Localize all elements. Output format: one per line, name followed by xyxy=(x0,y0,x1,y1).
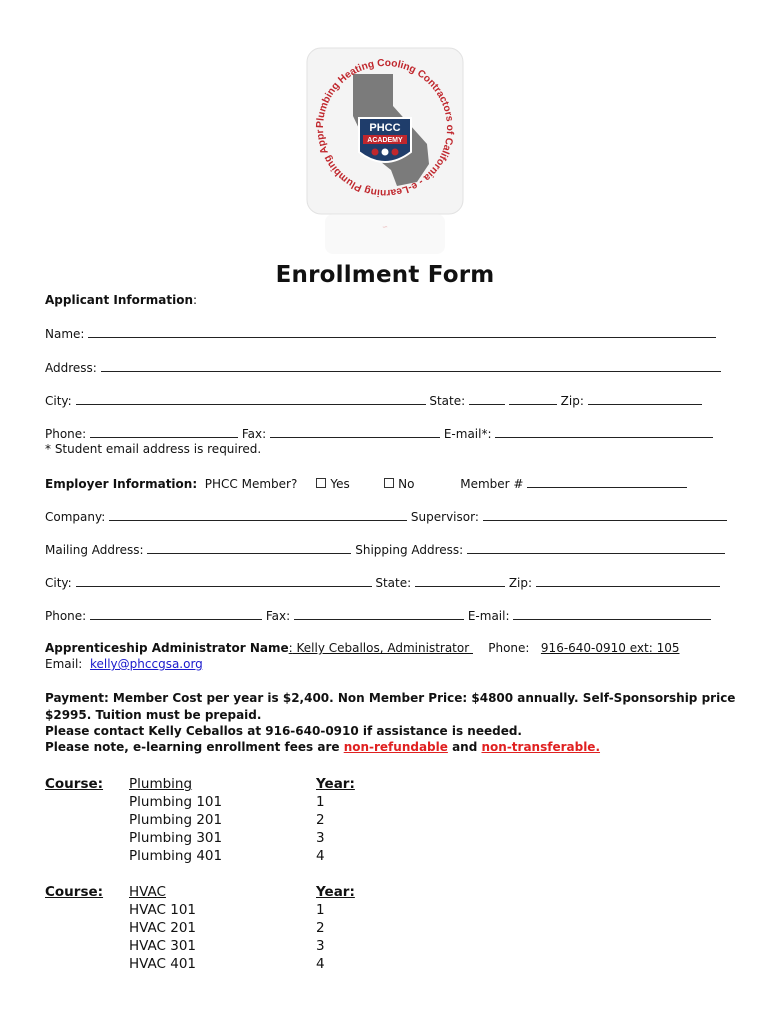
phcc-academy-logo xyxy=(305,46,465,216)
year-value: 3 xyxy=(316,938,325,954)
payment-line-1: Payment: Member Cost per year is $2,400. Non Member Price: $4800 annually. Self-Sponsorship price xyxy=(45,691,736,705)
employer-fax-field[interactable] xyxy=(294,608,464,620)
employer-state-field[interactable] xyxy=(415,575,505,587)
city-field[interactable] xyxy=(76,393,426,405)
address-row: Address: xyxy=(45,360,721,375)
company-field[interactable] xyxy=(109,509,407,521)
course-item[interactable]: HVAC 101 xyxy=(129,902,197,918)
city-state-zip-row: City: State: Zip: xyxy=(45,393,702,408)
state-field[interactable] xyxy=(469,393,505,405)
logo-reflection xyxy=(305,214,465,264)
fax-field[interactable] xyxy=(270,426,440,438)
svg-text:PHCC: PHCC xyxy=(369,122,401,134)
email-field[interactable] xyxy=(495,426,713,438)
course-label-plumbing: Course: xyxy=(45,776,104,792)
employer-phone-field[interactable] xyxy=(90,608,262,620)
administrator-email-row: Email: kelly@phccgsa.org xyxy=(45,657,203,671)
administrator-email-link[interactable]: kelly@phccgsa.org xyxy=(89,657,203,671)
year-list-hvac xyxy=(316,883,355,973)
course-item[interactable]: Plumbing 401 xyxy=(129,848,223,864)
payment-line-2: $2995. Tuition must be prepaid. xyxy=(45,708,262,722)
company-row: Company: Supervisor: xyxy=(45,509,727,524)
course-group-title: Plumbing xyxy=(129,776,193,792)
year-header: Year: xyxy=(316,884,355,900)
year-header: Year: xyxy=(316,776,355,792)
year-value: 4 xyxy=(316,848,325,864)
shipping-address-field[interactable] xyxy=(467,542,725,554)
employer-phone-row: Phone: Fax: E-mail: xyxy=(45,608,711,623)
year-list-plumbing xyxy=(316,775,355,865)
state-field-2[interactable] xyxy=(509,393,557,405)
employer-city-field[interactable] xyxy=(76,575,372,587)
course-item[interactable]: Plumbing 101 xyxy=(129,794,223,810)
svg-text:ACADEMY: ACADEMY xyxy=(367,137,403,144)
name-row: Name: xyxy=(45,326,716,341)
employer-city-row: City: State: Zip: xyxy=(45,575,720,590)
checkbox-icon xyxy=(384,478,394,488)
course-item[interactable]: Plumbing 301 xyxy=(129,830,223,846)
course-item[interactable]: HVAC 401 xyxy=(129,956,197,972)
zip-field[interactable] xyxy=(588,393,702,405)
mailing-shipping-row: Mailing Address: Shipping Address: xyxy=(45,542,725,557)
year-value: 2 xyxy=(316,812,325,828)
year-value: 1 xyxy=(316,902,325,918)
employer-zip-field[interactable] xyxy=(536,575,720,587)
administrator-row: Apprenticeship Administrator Name: Kelly Ceballos, Administrator Phone: 916-640-0910 ext: 105 xyxy=(45,641,680,655)
employer-email-field[interactable] xyxy=(513,608,711,620)
svg-text:~: ~ xyxy=(382,222,388,232)
email-note: * Student email address is required. xyxy=(45,442,262,456)
member-number-field[interactable] xyxy=(527,476,687,488)
checkbox-icon xyxy=(316,478,326,488)
course-item[interactable]: Plumbing 201 xyxy=(129,812,223,828)
mailing-address-field[interactable] xyxy=(147,542,351,554)
yes-checkbox[interactable]: Yes xyxy=(316,477,349,491)
supervisor-field[interactable] xyxy=(483,509,727,521)
course-label-hvac: Course: xyxy=(45,884,104,900)
phone-field[interactable] xyxy=(90,426,238,438)
address-field[interactable] xyxy=(101,360,721,372)
phone-fax-email-row: Phone: Fax: E-mail*: xyxy=(45,426,713,441)
course-list-plumbing xyxy=(129,775,222,865)
year-value: 3 xyxy=(316,830,325,846)
form-title: Enrollment Form xyxy=(275,262,495,288)
year-value: 4 xyxy=(316,956,325,972)
year-value: 2 xyxy=(316,920,325,936)
year-value: 1 xyxy=(316,794,325,810)
employer-row: Employer Information: PHCC Member? Yes No Member # xyxy=(45,476,687,491)
svg-text:Plumbing Heating Cooling Contr: Plumbing Heating Cooling Contractors of California - e-Learning Plumbing Appr xyxy=(314,57,456,199)
applicant-heading: Applicant Information: xyxy=(45,293,198,307)
course-list-hvac xyxy=(129,883,196,973)
payment-line-3: Please contact Kelly Ceballos at 916-640-0910 if assistance is needed. xyxy=(45,724,522,738)
no-checkbox[interactable]: No xyxy=(384,477,414,491)
name-field[interactable] xyxy=(88,326,716,338)
course-group-title: HVAC xyxy=(129,884,166,900)
payment-line-4: Please note, e-learning enrollment fees are non-refundable and non-transferable. xyxy=(45,740,601,754)
course-item[interactable]: HVAC 301 xyxy=(129,938,197,954)
course-item[interactable]: HVAC 201 xyxy=(129,920,197,936)
